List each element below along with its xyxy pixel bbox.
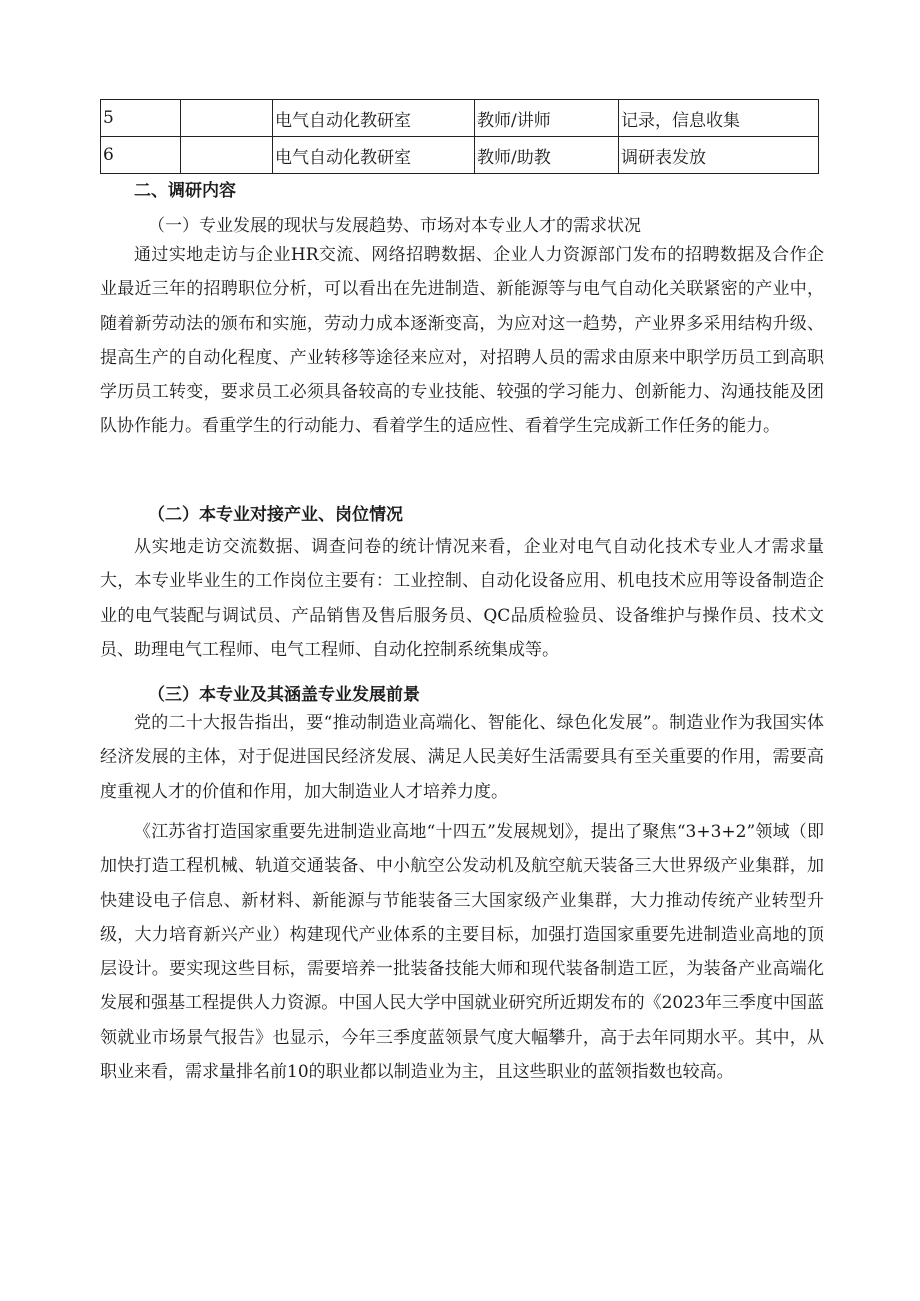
cell-duty: 调研表发放 bbox=[619, 137, 819, 174]
paragraph-positions: 从实地走访交流数据、调查问卷的统计情况来看，企业对电气自动化技术专业人才需求量大，本专业毕业生的工作岗位主要有：工业控制、自动化设备应用、机电技术应用等设备制造企业的电气装配与调试员、产品销售及售后服务员、QC品质检验员、设备维护与操作员、技术文员、助理电气工程师、电气工程师、自动化控制系统集成等。 bbox=[100, 537, 824, 660]
cell-duty: 记录，信息收集 bbox=[619, 100, 819, 137]
cell-name bbox=[181, 137, 273, 174]
paragraph-prospects-2: 《江苏省打造国家重要先进制造业高地“十四五”发展规划》，提出了聚焦“3+3+2”领域（即加快打造工程机械、轨道交通装备、中小航空公发动机及航空航天装备三大世界级产业集群，加快建设电子信息、新材料、新能源与节能装备三大国家级产业集群，大力推动传统产业转型升级，大力培育新兴产业）构建现代产业体系的主要目标，加强打造国家重要先进制造业高地的顶层设计。要实现这些目标，需要培养一批装备技能大师和现代装备制造工匠，为装备产业高端化发展和强基工程提供人力资源。中国人民大学中国就业研究所近期发布的《2023年三季度中国蓝领就业市场景气报告》也显示，今年三季度蓝领景气度大幅攀升，高于去年同期水平。其中，从职业来看，需求量排名前10的职业都以制造业为主，且这些职业的蓝领指数也较高。 bbox=[100, 822, 824, 1083]
paragraph-prospects-1: 党的二十大报告指出，要“推动制造业高端化、智能化、绿色化发展”。制造业作为我国实体经济发展的主体，对于促进国民经济发展、满足人民美好生活需要具有至关重要的作用，需要高度重视人才的价值和作用，加大制造业人才培养力度。 bbox=[100, 713, 824, 802]
subsection-heading-1: （一）专业发展的现状与发展趋势、市场对本专业人才的需求状况 bbox=[148, 216, 641, 236]
section-heading: 二、调研内容 bbox=[134, 181, 236, 201]
cell-title: 教师/讲师 bbox=[475, 100, 619, 137]
staff-table bbox=[100, 99, 819, 174]
table-row bbox=[101, 137, 819, 174]
table-row bbox=[101, 100, 819, 137]
cell-name bbox=[181, 100, 273, 137]
paragraph-demand: 通过实地走访与企业HR交流、网络招聘数据、企业人力资源部门发布的招聘数据及合作企业最近三年的招聘职位分析，可以看出在先进制造、新能源等与电气自动化关联紧密的产业中，随着新劳动法的颁布和实施，劳动力成本逐渐变高，为应对这一趋势，产业界多采用结构升级、提高生产的自动化程度、产业转移等途径来应对，对招聘人员的需求由原来中职学历员工到高职学历员工转变，要求员工必须具备较高的专业技能、较强的学习能力、创新能力、沟通技能及团队协作能力。看重学生的行动能力、看着学生的适应性、看着学生完成新工作任务的能力。 bbox=[100, 245, 824, 437]
cell-department: 电气自动化教研室 bbox=[273, 137, 475, 174]
cell-department: 电气自动化教研室 bbox=[273, 100, 475, 137]
subsection-heading-2: （二）本专业对接产业、岗位情况 bbox=[148, 505, 403, 525]
subsection-heading-3: （三）本专业及其涵盖专业发展前景 bbox=[148, 685, 420, 705]
cell-title: 教师/助教 bbox=[475, 137, 619, 174]
cell-number: 6 bbox=[101, 137, 181, 174]
cell-number: 5 bbox=[101, 100, 181, 137]
